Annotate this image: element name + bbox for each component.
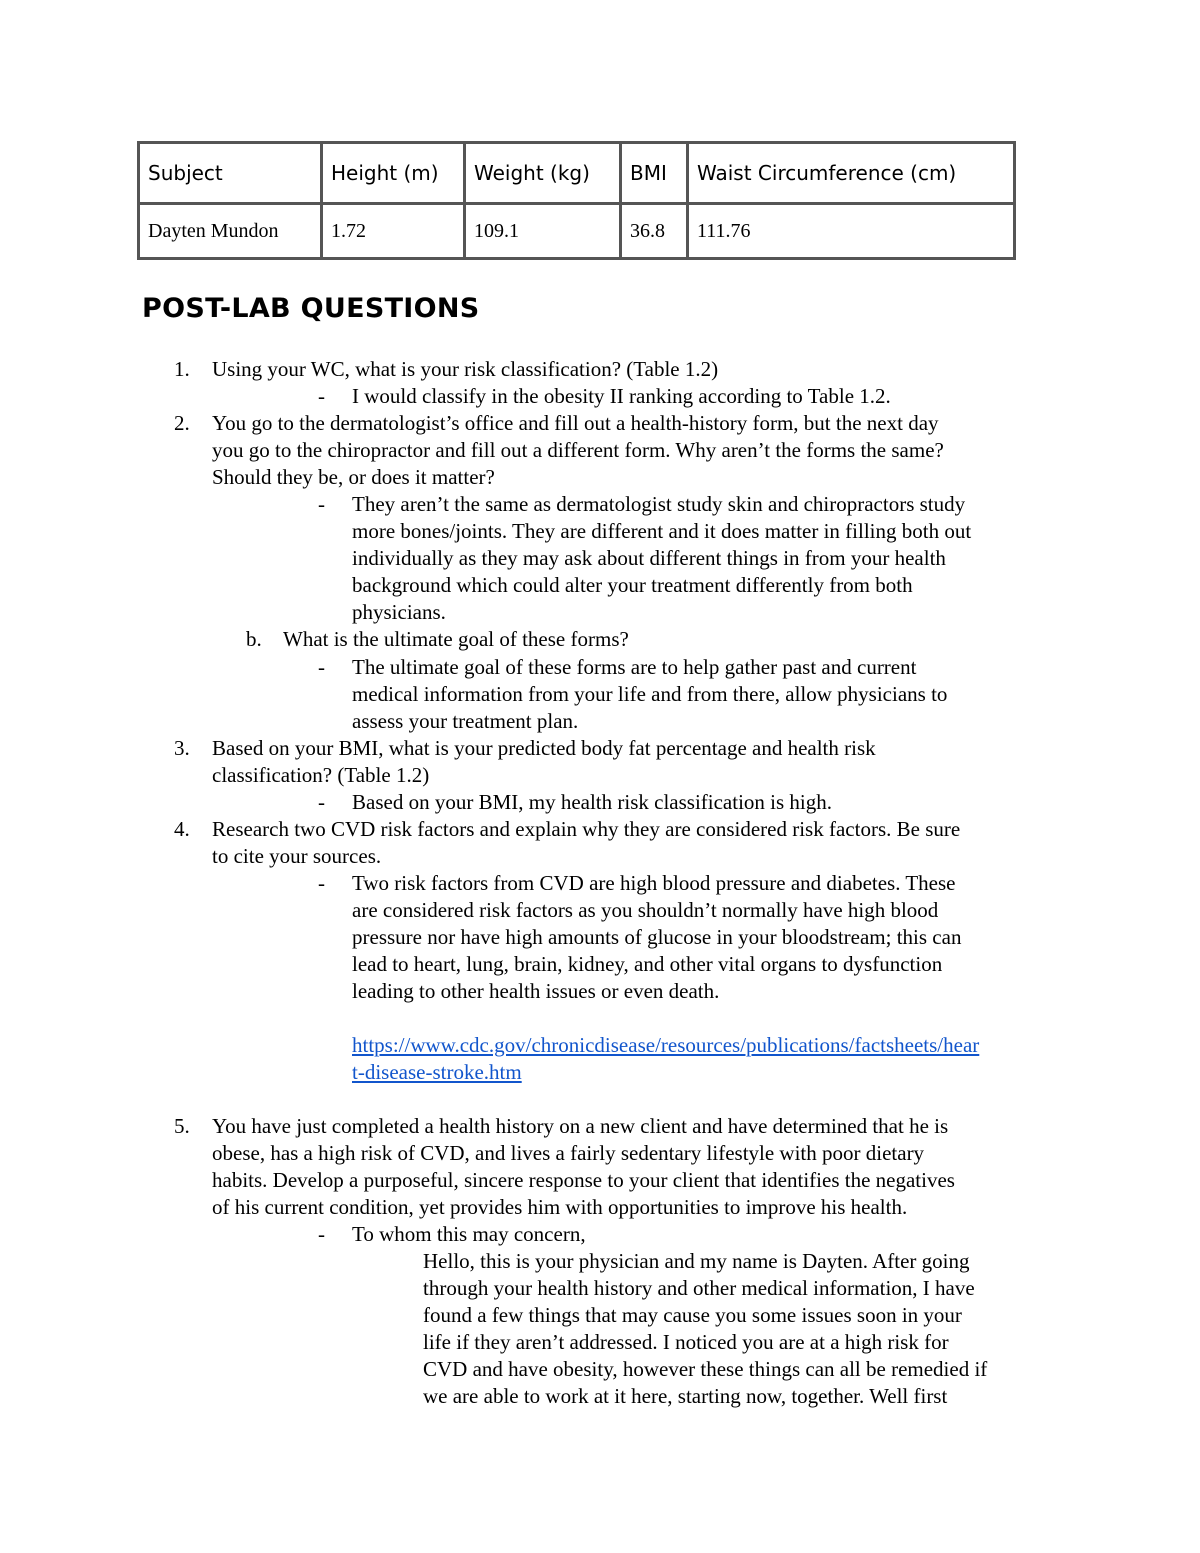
header-weight: Weight (kg) xyxy=(465,143,621,204)
q5-letter-line: life if they aren’t addressed. I noticed you are at a high risk for xyxy=(423,1330,949,1354)
q5-text-line: of his current condition, yet provides him with opportunities to improve his health. xyxy=(212,1195,908,1219)
q2-number: 2. xyxy=(174,411,190,435)
table-header-row xyxy=(139,143,1015,204)
cdc-source-link-continued[interactable]: t-disease-stroke.htm xyxy=(352,1060,522,1084)
q4-text-line: Research two CVD risk factors and explain why they are considered risk factors. Be sure xyxy=(212,817,961,841)
q4-number: 4. xyxy=(174,817,190,841)
q2-answer-line: more bones/joints. They are different and it does matter in filling both out xyxy=(352,519,972,543)
q2-answer-line: individually as they may ask about different things in from your health xyxy=(352,546,946,570)
q5-letter-line: we are able to work at it here, starting now, together. Well first xyxy=(423,1384,948,1408)
cell-waist: 111.76 xyxy=(688,204,1015,259)
q4-answer-line: leading to other health issues or even death. xyxy=(352,979,720,1003)
q5-letter-line: Hello, this is your physician and my name is Dayten. After going xyxy=(423,1249,970,1273)
q5-text-line: habits. Develop a purposeful, sincere response to your client that identifies the negatives xyxy=(212,1168,955,1192)
q5-salutation: To whom this may concern, xyxy=(352,1222,586,1246)
header-waist: Waist Circumference (cm) xyxy=(688,143,1015,204)
page-title: POST-LAB QUESTIONS xyxy=(142,293,480,324)
q5-text-line: You have just completed a health history on a new client and have determined that he is xyxy=(212,1114,949,1138)
q1-text: Using your WC, what is your risk classification? (Table 1.2) xyxy=(212,357,719,381)
q2b-answer-line: assess your treatment plan. xyxy=(352,709,579,733)
q3-text-line: Based on your BMI, what is your predicted body fat percentage and health risk xyxy=(212,736,876,760)
q3-number: 3. xyxy=(174,736,190,760)
q5-letter-line: found a few things that may cause you some issues soon in your xyxy=(423,1303,962,1327)
cell-weight: 109.1 xyxy=(465,204,621,259)
header-height: Height (m) xyxy=(322,143,465,204)
q3-answer: Based on your BMI, my health risk classification is high. xyxy=(352,790,833,814)
q4-answer-line: lead to heart, lung, brain, kidney, and other vital organs to dysfunction xyxy=(352,952,943,976)
cell-subject: Dayten Mundon xyxy=(139,204,322,259)
measurements-table xyxy=(137,141,1016,260)
q2b-text: What is the ultimate goal of these forms? xyxy=(283,627,629,651)
q2-text-line: You go to the dermatologist’s office and fill out a health-history form, but the next day xyxy=(212,411,939,435)
q1-dash: - xyxy=(318,384,325,408)
q4-answer-line: pressure nor have high amounts of glucose in your bloodstream; this can xyxy=(352,925,962,949)
q2b-label: b. xyxy=(246,627,262,651)
q5-number: 5. xyxy=(174,1114,190,1138)
q3-text-line: classification? (Table 1.2) xyxy=(212,763,430,787)
header-subject: Subject xyxy=(139,143,322,204)
q4-answer-line: are considered risk factors as you shouldn’t normally have high blood xyxy=(352,898,939,922)
q4-text-line: to cite your sources. xyxy=(212,844,382,868)
q2b-answer-line: The ultimate goal of these forms are to help gather past and current xyxy=(352,655,917,679)
cdc-source-link[interactable]: https://www.cdc.gov/chronicdisease/resources/publications/factsheets/hear xyxy=(352,1033,980,1057)
cell-height: 1.72 xyxy=(322,204,465,259)
q2-dash: - xyxy=(318,492,325,516)
q5-dash: - xyxy=(318,1222,325,1246)
q2-answer-line: background which could alter your treatment differently from both xyxy=(352,573,913,597)
q2-answer-line: They aren’t the same as dermatologist study skin and chiropractors study xyxy=(352,492,966,516)
q5-text-line: obese, has a high risk of CVD, and lives a fairly sedentary lifestyle with poor dietary xyxy=(212,1141,925,1165)
q3-dash: - xyxy=(318,790,325,814)
header-bmi: BMI xyxy=(621,143,688,204)
q2-text-line: Should they be, or does it matter? xyxy=(212,465,495,489)
q1-number: 1. xyxy=(174,357,190,381)
q5-letter-line: through your health history and other medical information, I have xyxy=(423,1276,975,1300)
q2b-answer-line: medical information from your life and from there, allow physicians to xyxy=(352,682,948,706)
cell-bmi: 36.8 xyxy=(621,204,688,259)
q2-text-line: you go to the chiropractor and fill out a different form. Why aren’t the forms the same? xyxy=(212,438,944,462)
q4-dash: - xyxy=(318,871,325,895)
q2-answer-line: physicians. xyxy=(352,600,446,624)
q4-answer-line: Two risk factors from CVD are high blood pressure and diabetes. These xyxy=(352,871,956,895)
q5-letter-line: CVD and have obesity, however these things can all be remedied if xyxy=(423,1357,988,1381)
table-row xyxy=(139,204,1015,259)
q1-answer: I would classify in the obesity II ranking according to Table 1.2. xyxy=(352,384,891,408)
q2b-dash: - xyxy=(318,655,325,679)
